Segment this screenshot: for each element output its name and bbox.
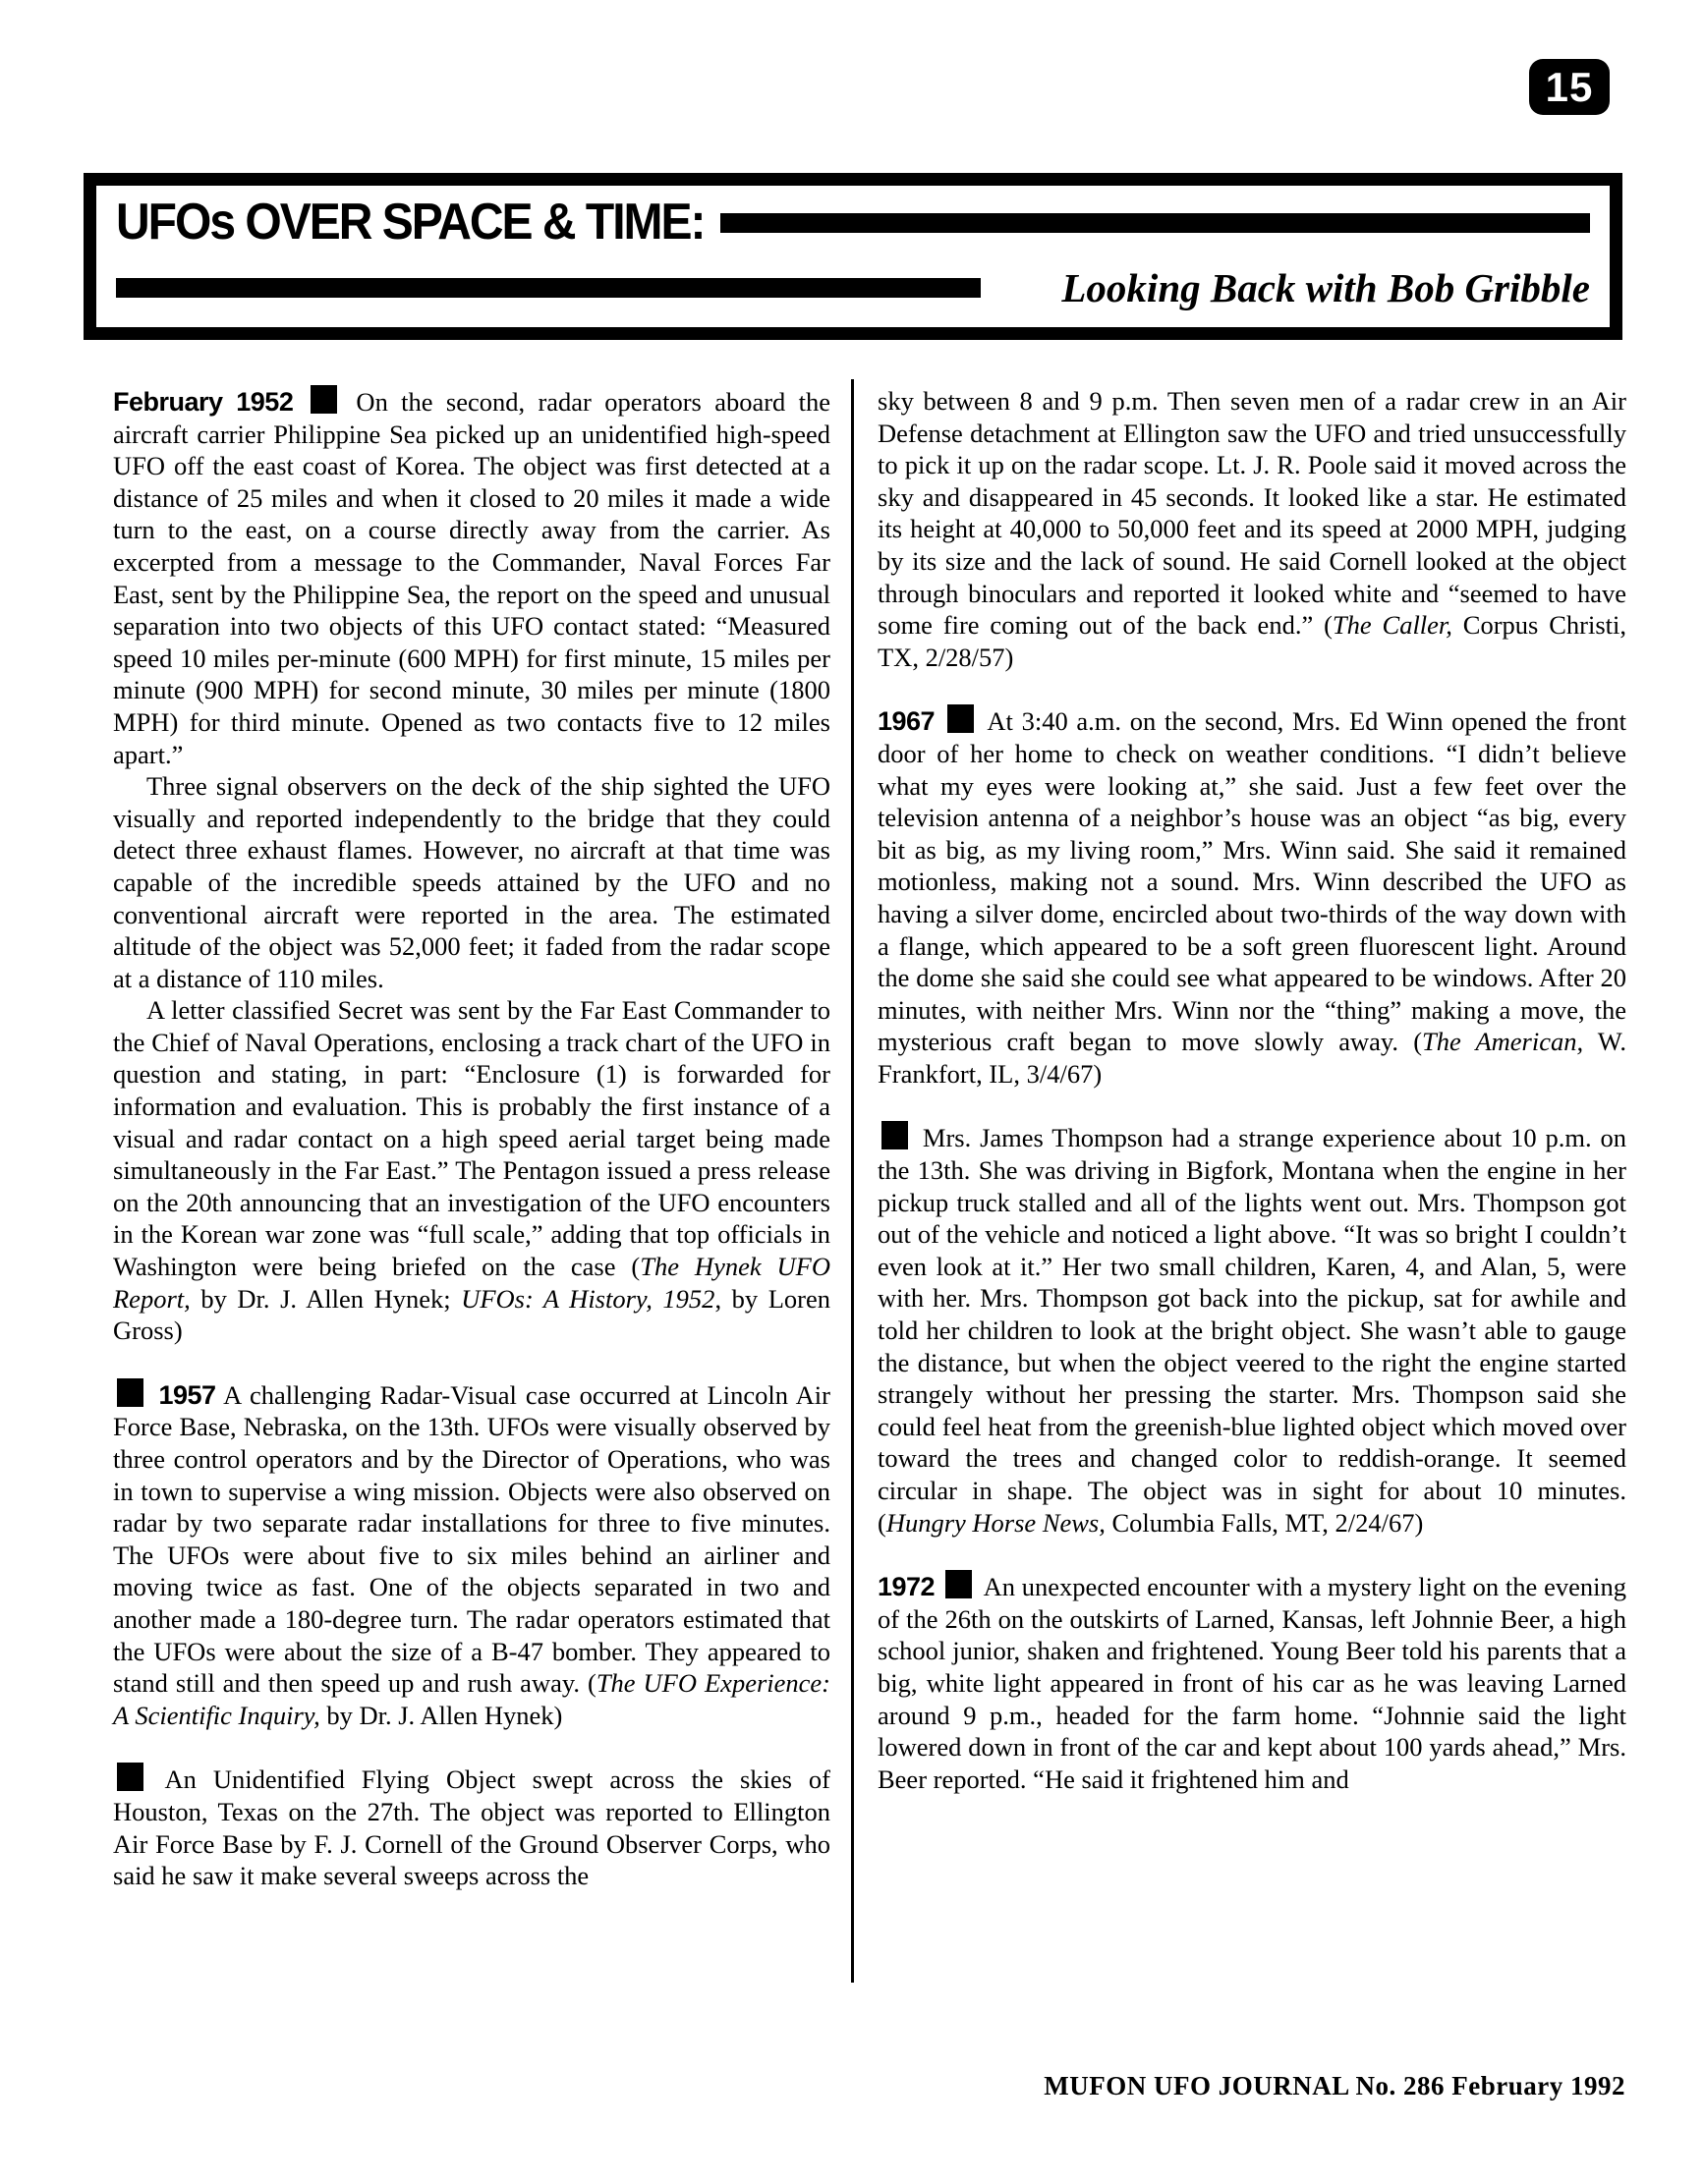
paragraph	[113, 994, 830, 1347]
text-segment-normal: by Dr. J. Allen Hynek;	[190, 1283, 462, 1314]
header-rule-bottom	[116, 278, 981, 298]
paragraph	[113, 770, 830, 994]
section-bullet-square-icon	[311, 385, 337, 414]
text-segment-normal: sky between 8 and 9 p.m. Then seven men of a radar crew in an Air Defense detachment at Ellington saw the UFO and tried unsuccessfully to pick it up on the radar scope. Lt. J. R. Poole said it moved across the sky and disappeared in 45 seconds. It looked like a star. He estimated its height at 40,000 to 50,000 feet and its speed at 2000 MPH, judging by its size and the lack of sound. He said Cornell looked at the object through binoculars and reported it looked white and “seemed to have some fire coming out of the back end.” (	[878, 386, 1626, 641]
page-number-badge	[1529, 59, 1610, 115]
header-rule-top	[720, 213, 1590, 233]
section-bullet-square-icon	[945, 1570, 972, 1598]
text-segment-normal: Three signal observers on the deck of the ship sighted the UFO visually and reported independently to the bridge that they could detect three exhaust flames. However, no aircraft at that time was capable of the incredible speeds attained by the UFO and no conventional aircraft were reported in the area. The estimated altitude of the object was 52,000 feet; it faded from the radar scope at a distance of 110 miles.	[113, 771, 830, 993]
text-segment-normal: An unexpected encounter with a mystery light on the evening of the 26th on the outskirts of Larned, Kansas, left Johnnie Beer, a high school junior, shaken and frightened. Young Beer told his parents that a big, white light appeared in front of his car as he was leaving Larned around 9 p.m., headed for the farm home. “Johnnie said the light lowered down in front of the car and kept about 100 yards ahead,” Mrs. Beer reported. “He said it frightened him and	[878, 1572, 1626, 1794]
text-segment-italic: The Hynek UFO Report,	[113, 1252, 831, 1314]
paragraph	[878, 1570, 1626, 1795]
text-segment-normal: Mrs. James Thompson had a strange experience about 10 p.m. on the 13th. She was driving in Bigfork, Montana when the engine in her pickup truck stalled and all of the lights went out. Mrs. Thompson got out of the vehicle and noticed a light above. “It was so bright I couldn’t even look at it.” Her two small children, Karen, 4, and Alan, 5, were with her. Mrs. Thompson got back into the pickup, sat for awhile and told her children to look at the bright object. She wasn’t able to gauge the distance, but when the object veered to the right the engine started strangely without her pressing the starter. Mrs. Thompson said she could feel heat from the greenish-blue lighted object which moved over toward the trees and changed color to reddish-orange. It seemed circular in shape. The object was in sight for about 10 minutes. (	[878, 1123, 1626, 1538]
text-segment-bold: 1972	[878, 1572, 942, 1602]
text-segment-bold: 1957	[149, 1379, 216, 1410]
header-subtitle-row	[116, 264, 1590, 311]
text-segment-bold: February 1952	[113, 387, 308, 417]
text-segment-italic: UFOs: A History, 1952	[461, 1283, 715, 1314]
column-right	[878, 385, 1626, 1795]
header-box	[84, 173, 1622, 340]
text-segment-bold: 1967	[878, 706, 944, 737]
column-left	[113, 385, 830, 1892]
text-segment-normal: On the second, radar operators aboard the aircraft carrier Philippine Sea picked up an unidentified high-speed UFO off the east coast of Korea. The object was first detected at a distance of 25 miles and when it closed to 20 miles it made a wide turn to the east, on a course directly away from the carrier. As excerpted from a message to the Commander, Naval Forces Far East, sent by the Philippine Sea, the report on the speed and unusual separation into two objects of this UFO contact stated: “Measured speed 10 miles per-minute (600 MPH) for first minute, 15 miles per minute (900 MPH) for second minute, 30 miles per minute (1800 MPH) for third minute. Opened as two contacts five to 12 miles apart.”	[113, 387, 831, 769]
text-segment-italic: The American,	[1422, 1027, 1584, 1057]
section-bullet-square-icon	[881, 1121, 908, 1149]
column-divider-rule	[851, 379, 854, 1983]
text-segment-italic: Hungry Horse News,	[885, 1507, 1106, 1538]
text-segment-normal: W. Frankfort, IL, 3/4/67)	[878, 1027, 1627, 1089]
page-number: 15	[1545, 63, 1594, 110]
text-segment-italic: The Caller,	[1332, 610, 1452, 641]
paragraph	[878, 385, 1626, 673]
text-segment-normal: Corpus Christi, TX, 2/28/57)	[878, 610, 1626, 672]
header-title: UFOs OVER SPACE & TIME:	[116, 194, 705, 252]
paragraph	[113, 385, 830, 770]
paragraph	[113, 1763, 830, 1891]
header-subtitle: Looking Back with Bob Gribble	[1061, 265, 1590, 310]
footer-text: MUFON UFO JOURNAL No. 286 February 1992	[1044, 2071, 1625, 2100]
section-bullet-square-icon	[117, 1378, 143, 1407]
text-segment-normal: At 3:40 a.m. on the second, Mrs. Ed Winn opened the front door of her home to check on weather conditions. “I didn’t believe what my eyes were looking at,” she said. Just a few feet over the television antenna of a neighbor’s house was an object “as big, every bit as big, as my living room,” Mrs. Winn said. She said it remained motionless, making not a sound. Mrs. Winn described the UFO as having a silver dome, encircled about two-thirds of the way down with a flange, which appeared to be a soft green fluorescent light. Around the dome she said she could see what appeared to be windows. After 20 minutes, with neither Mrs. Winn nor the “thing” making a move, the mysterious craft began to move slowly away. (	[878, 706, 1626, 1057]
text-segment-normal: by Dr. J. Allen Hynek)	[319, 1700, 563, 1730]
text-segment-normal: , by Loren Gross)	[113, 1283, 830, 1346]
paragraph	[878, 1121, 1626, 1539]
paragraph	[878, 704, 1626, 1090]
text-segment-normal: A letter classified Secret was sent by the Far East Commander to the Chief of Naval Operations, enclosing a track chart of the UFO in question and stating, in part: “Enclosure (1) is forwarded for information and evaluation. This is probably the first instance of a visual and radar contact on a high speed aerial target being made simultaneously in the Far East.” The Pentagon issued a press release on the 20th announcing that an investigation of the UFO encounters in the Korean war zone was “full scale,” adding that top officials in Washington were being briefed on the case (	[113, 995, 830, 1282]
section-bullet-square-icon	[117, 1763, 143, 1791]
text-segment-normal: An Unidentified Flying Object swept across the skies of Houston, Texas on the 27th. The object was reported to Ellington Air Force Base by F. J. Cornell of the Ground Observer Corps, who said he saw it make several sweeps across the	[113, 1764, 830, 1891]
section-bullet-square-icon	[947, 704, 974, 733]
paragraph	[113, 1378, 830, 1732]
header-title-row	[116, 196, 1590, 250]
text-segment-normal: A challenging Radar-Visual case occurred at Lincoln Air Force Base, Nebraska, on the 13th. UFOs were visually observed by three control operators and by the Director of Operations, who was in town to supervise a wing mission. Objects were also observed on radar by two separate radar installations for three to five minutes. The UFOs were about five to six miles behind an airliner and moving twice as fast. One of the objects separated in two and another made a 180-degree turn. The radar operators estimated that the UFOs were about the size of a B-47 bomber. They appeared to stand still and then speed up and rush away. (	[113, 1379, 830, 1699]
text-segment-normal: Columbia Falls, MT, 2/24/67)	[1105, 1507, 1424, 1538]
page-footer	[1044, 2071, 1625, 2101]
text-segment-italic: The UFO Experience: A Scientific Inquiry,	[113, 1668, 830, 1730]
